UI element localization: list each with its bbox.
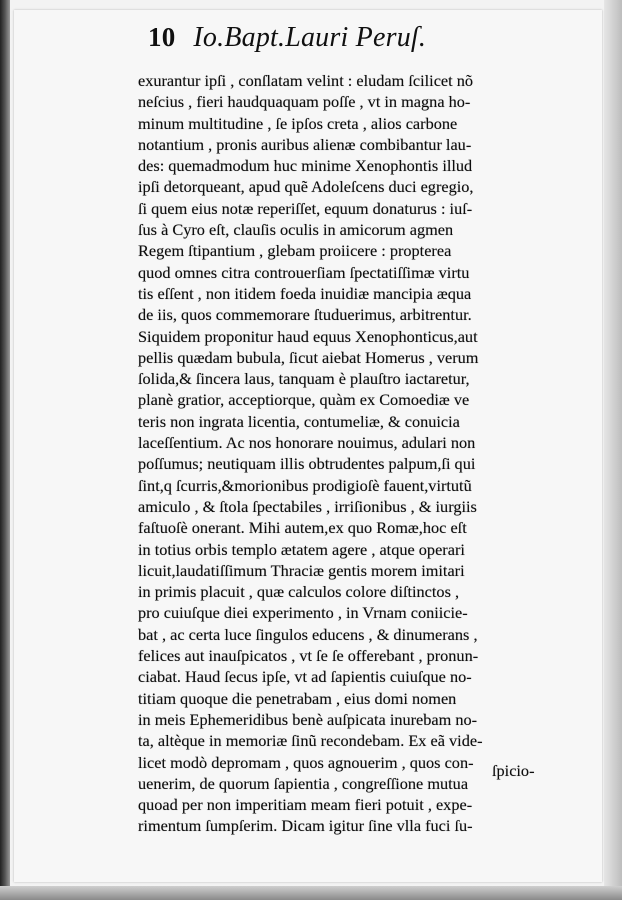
text-line: laceſſentium. Ac nos honorare nouimus, adulari non — [138, 433, 476, 453]
text-line: poſſumus; neutiquam illis obtrudentes palpum,ſi qui — [138, 454, 476, 474]
text-line: Regem ſtipantium , glebam proiicere : propterea — [138, 241, 452, 261]
body-text — [138, 70, 558, 837]
text-line: ta, altèque in memoriæ ſinũ recondebam. Ex eã vide- — [138, 731, 483, 751]
text-line: in meis Ephemeridibus benè auſpicata inurebam no- — [138, 709, 478, 729]
text-line: quod omnes citra controuerſiam ſpectatiſſimæ virtu — [138, 262, 470, 282]
text-line: Siquidem proponitur haud equus Xenophonticus,aut — [138, 326, 478, 346]
text-line: planè gratior, acceptiorque, quàm ex Comoediæ ve — [138, 390, 470, 410]
text-line: minum multitudine , ſe ipſos creta , alios carbone — [138, 113, 458, 133]
text-line: rimentum ſumpſerim. Dicam igitur ſine vlla fuci ſu- — [138, 816, 473, 836]
text-line: des: quemadmodum huc minime Xenophontis illud — [138, 156, 473, 176]
text-line: ciabat. Haud ſecus ipſe, vt ad ſapientis cuiuſque no- — [138, 667, 472, 687]
text-line: faſtuoſè onerant. Mihi autem,ex quo Romæ,hoc eſt — [138, 518, 467, 538]
text-line: exurantur ipſi , conſlatam velint : eludam ſcilicet nõ — [138, 71, 474, 90]
text-line: in primis placuit , quæ calculos colore diſtinctos , — [138, 582, 460, 602]
running-head: Io.Bapt.Lauri Peruſ. — [193, 22, 427, 53]
text-line: notantium , pronis auribus alienæ combibantur lau- — [138, 134, 472, 154]
text-line: felices aut inauſpicatos , vt ſe ſe offerebant , pronun- — [138, 646, 479, 666]
text-line: quoad per non imperitiam meam fieri potuit , expe- — [138, 795, 473, 815]
catchword: ſpicio- — [492, 761, 535, 780]
text-line: licuit,laudatiſſimum Thraciæ gentis morem imitari — [138, 560, 465, 580]
text-line: uenerim, de quorum ſapientia , congreſſione mutua — [138, 773, 469, 793]
text-line: ſus à Cyro eſt, clauſis oculis in amicorum agmen — [138, 220, 454, 240]
text-line: bat , ac certa luce ſingulos educens , & dinumerans , — [138, 624, 478, 644]
text-line: ſint,q ſcurris,&morionibus prodigioſè fauent,virtutũ — [138, 475, 472, 495]
book-spine-shadow — [0, 0, 10, 900]
page-header — [148, 22, 426, 53]
text-line: ipſi detorqueant, apud quẽ Adoleſcens duci egregio, — [138, 177, 474, 197]
text-line: pro cuiuſque diei experimento , in Vrnam coniicie- — [138, 603, 468, 623]
text-line: teris non ingrata licentia, contumeliæ, & conuicia — [138, 411, 460, 431]
page-edge — [604, 0, 622, 900]
text-line: licet modò depromam , quos agnouerim , quos con- — [138, 752, 474, 772]
text-line: ſolida,& ſincera laus, tanquam è plauſtro iactaretur, — [138, 369, 470, 389]
text-line: ſi quem eius notæ reperiſſet, equum donaturus : iuſ- — [138, 198, 473, 218]
text-line: titiam quoque die penetrabam , eius domi nomen — [138, 688, 457, 708]
scan-bottom-edge — [0, 886, 622, 900]
text-line: tis eſſent , non itidem foeda inuidiæ mancipia æqua — [138, 283, 472, 303]
text-line: amiculo , & ſtola ſpectabiles , irriſionibus , & iurgiis — [138, 496, 477, 516]
text-line: neſcius , fieri haudquaquam poſſe , vt in magna ho- — [138, 92, 471, 112]
text-line: pellis quædam bubula, ſicut aiebat Homerus , verum — [138, 347, 479, 367]
page-number: 10 — [148, 22, 176, 52]
text-line: in totius orbis templo ætatem agere , atque operari — [138, 539, 465, 559]
text-line: de iis, quos commemorare ſtuduerimus, arbitrentur. — [138, 305, 472, 325]
